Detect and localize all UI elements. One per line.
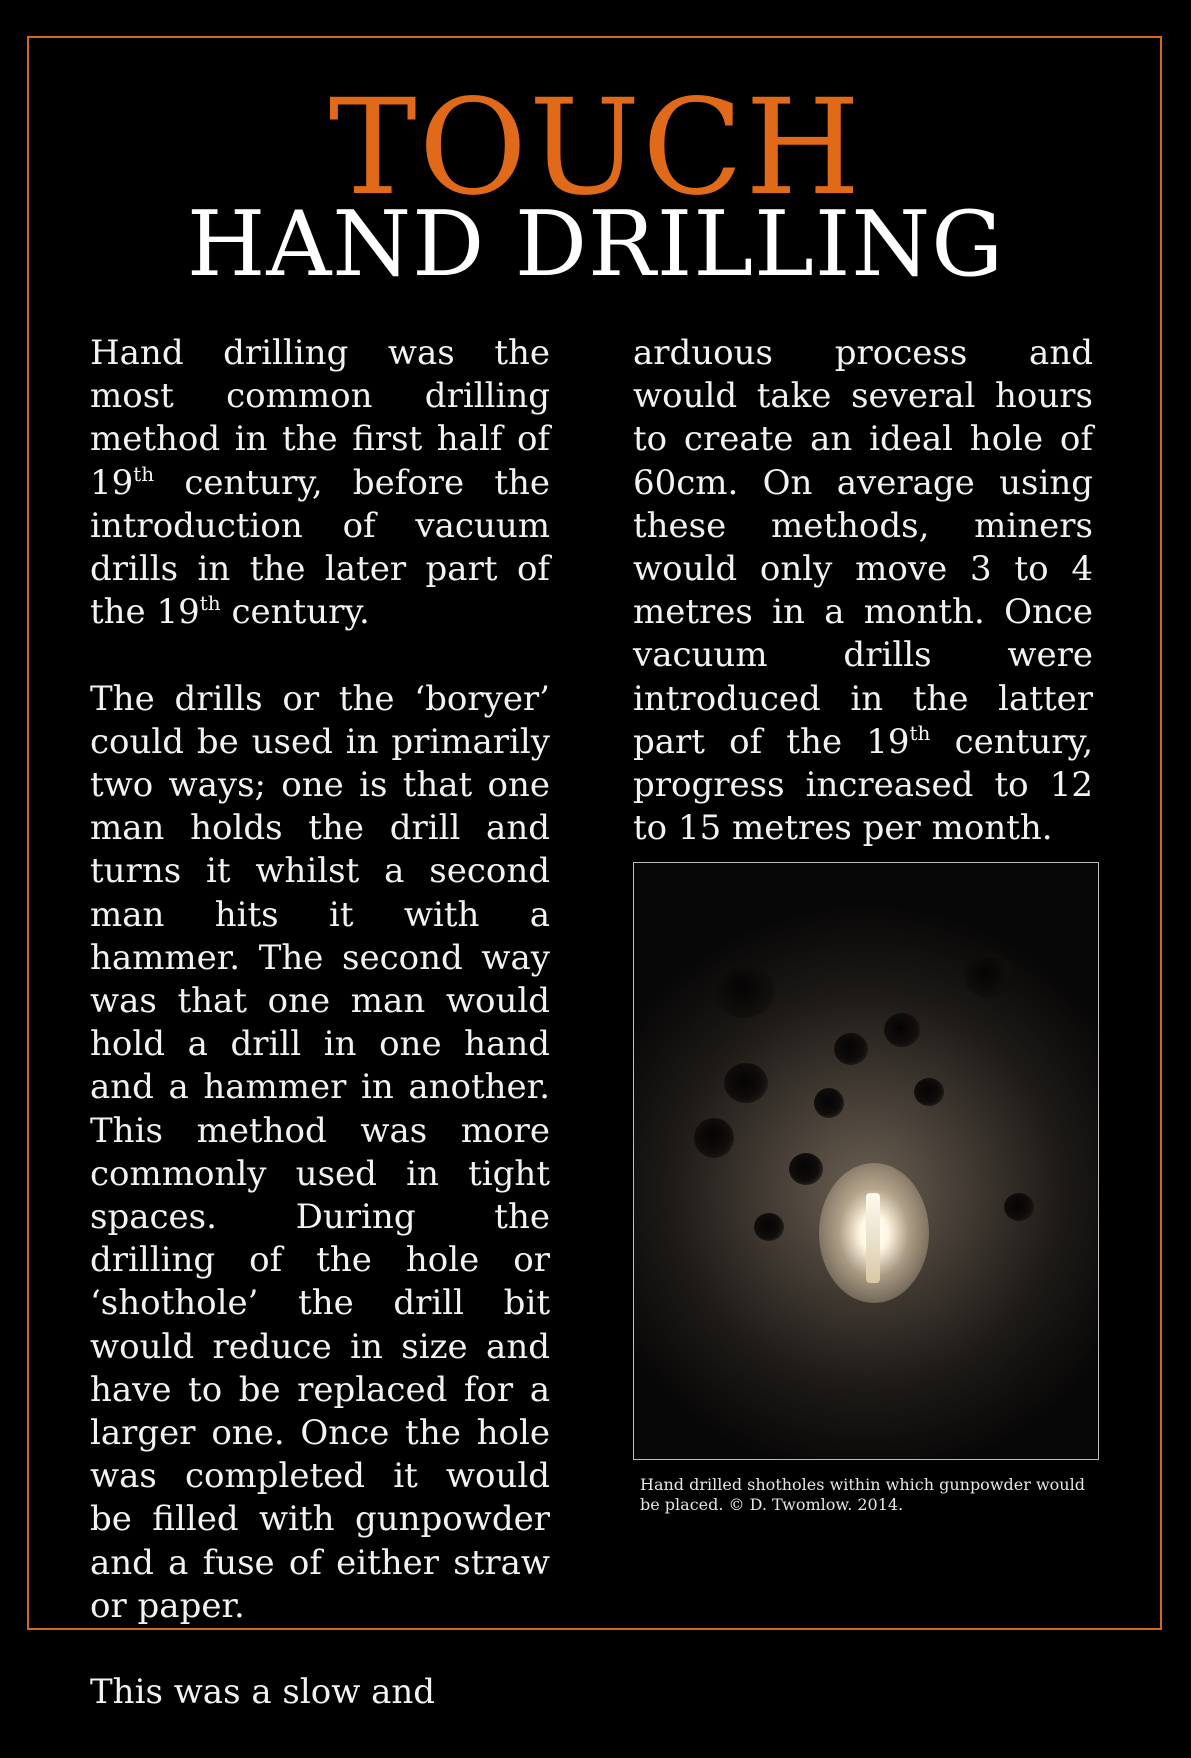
shothole-photo — [633, 862, 1099, 1460]
shothole-mark — [789, 1153, 823, 1185]
shothole-mark — [714, 963, 774, 1018]
paragraph-slow-start: This was a slow and — [90, 1672, 436, 1713]
shothole-mark — [914, 1078, 944, 1106]
photo-caption: Hand drilled shotholes within which gunpowder would be placed. © D. Twomlow. 2014. — [640, 1475, 1085, 1514]
paragraph-intro: Hand drilling was the most common drilling method in the first half of 19th century, before the introduction of vacuum drills in the later part of the 19th century. — [90, 333, 550, 633]
shothole-mark — [814, 1088, 844, 1118]
left-column — [90, 332, 550, 1758]
candle-icon — [866, 1193, 880, 1283]
shothole-mark — [1004, 1193, 1034, 1221]
shothole-mark — [964, 953, 1014, 998]
page-title: TOUCH — [328, 71, 863, 225]
right-column — [633, 332, 1093, 894]
shothole-mark — [724, 1063, 768, 1103]
page-subtitle: HAND DRILLING — [186, 192, 1005, 297]
shothole-mark — [884, 1013, 920, 1047]
shothole-mark — [694, 1118, 734, 1158]
shothole-mark — [754, 1213, 784, 1241]
shothole-mark — [834, 1033, 868, 1065]
paragraph-progress: arduous process and would take several hours to create an ideal hole of 60cm. On average using these methods, miners would only move 3 to 4 metres in a month. Once vacuum drills were introduced in the latter part of the 19th century, progress increased to 12 to 15 metres per month. — [633, 333, 1093, 849]
paragraph-methods: The drills or the ‘boryer’ could be used in primarily two ways; one is that one man holds the drill and turns it whilst a second man hits it with a hammer. The second way was that one man would hold a drill in one hand and a hammer in another. This method was more commonly used in tight spaces. During the drilling of the hole or ‘shothole’ the drill bit would reduce in size and have to be replaced for a larger one. Once the hole was completed it would be filled with gunpowder and a fuse of either straw or paper. — [90, 678, 550, 1626]
